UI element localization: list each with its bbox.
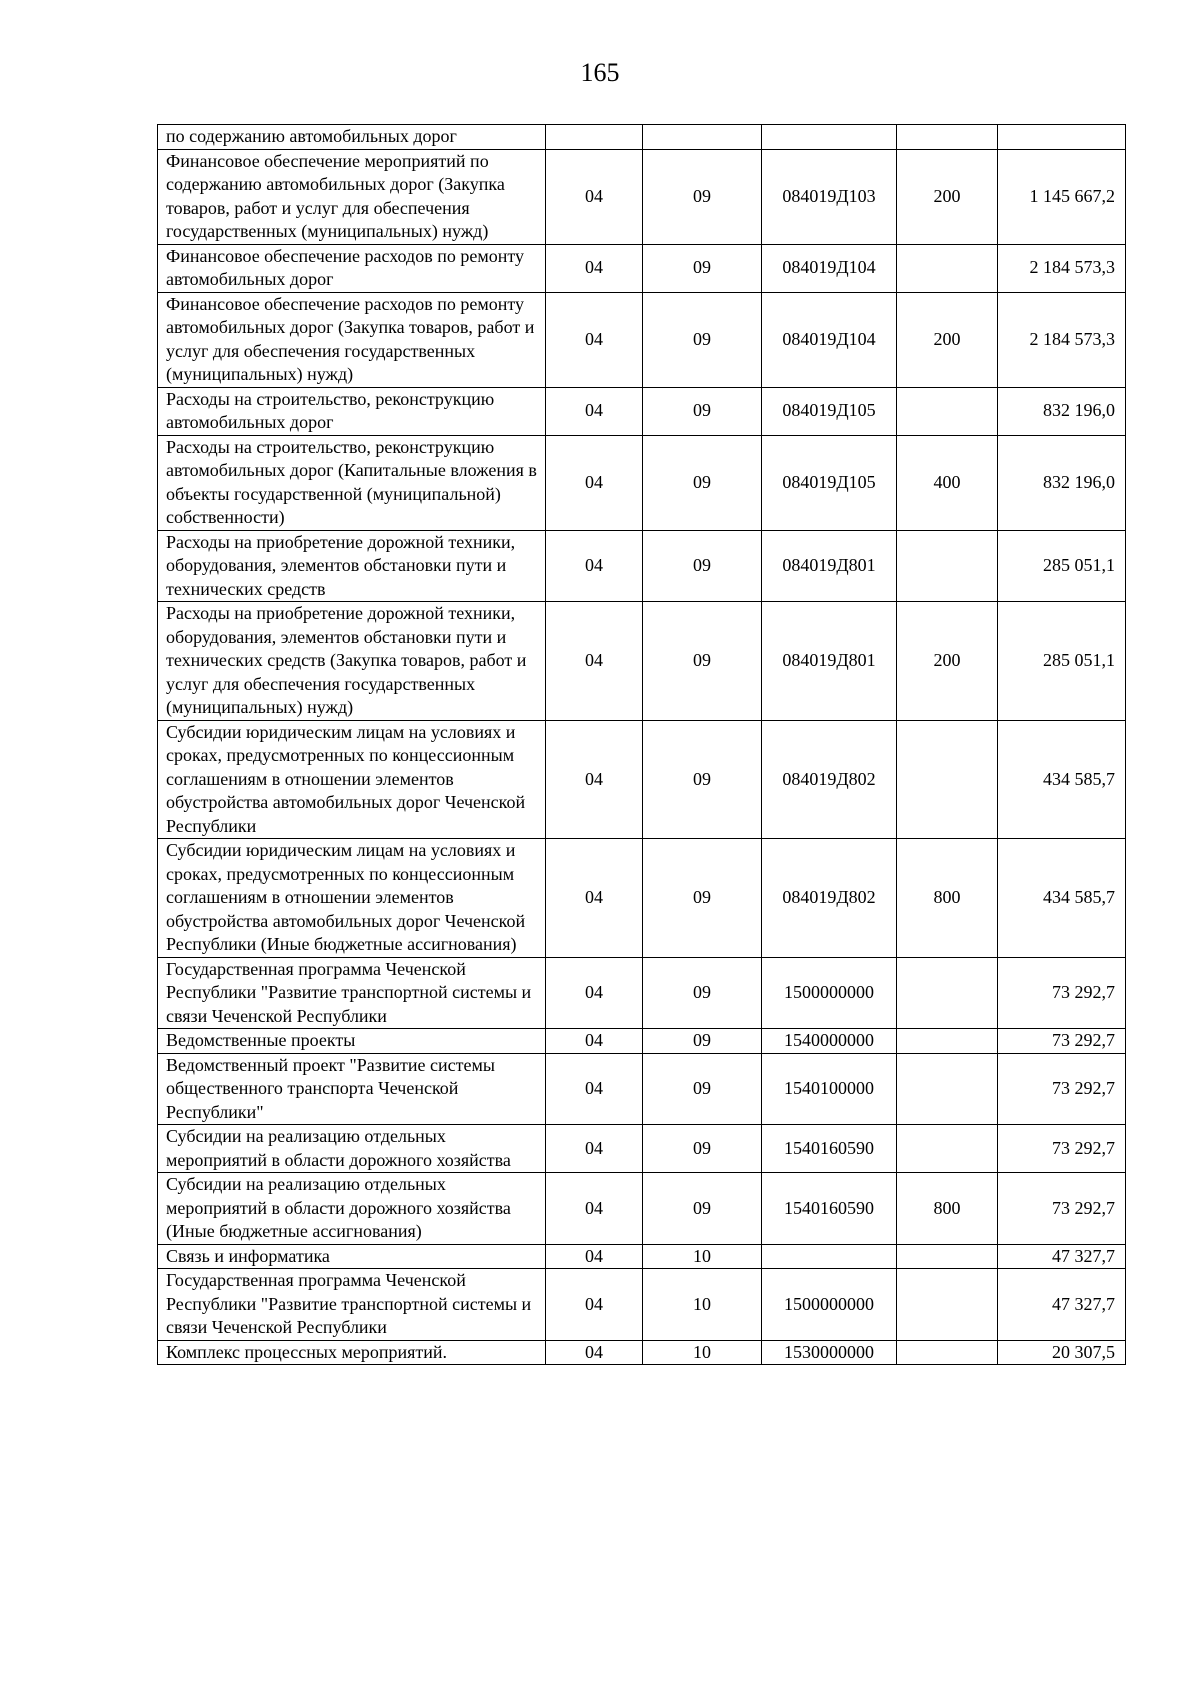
row-name-cell: Расходы на приобретение дорожной техники, оборудования, элементов обстановки пути и технических средств — [158, 530, 546, 602]
row-subsection-cell: 09 — [643, 244, 762, 292]
row-expense-type-cell: 800 — [897, 839, 998, 958]
row-name-cell: Финансовое обеспечение расходов по ремонту автомобильных дорог (Закупка товаров, работ и услуг для обеспечения государственных (муниципальных) нужд) — [158, 292, 546, 387]
row-subsection-cell: 09 — [643, 839, 762, 958]
table-row — [158, 292, 1126, 387]
row-target-article-cell: 1540160590 — [762, 1173, 897, 1245]
row-target-article-cell: 1500000000 — [762, 957, 897, 1029]
row-expense-type-cell — [897, 1029, 998, 1054]
row-subsection-cell: 09 — [643, 602, 762, 721]
row-amount-cell: 1 145 667,2 — [998, 149, 1126, 244]
row-target-article-cell — [762, 125, 897, 150]
row-target-article-cell: 084019Д104 — [762, 292, 897, 387]
row-section-cell: 04 — [546, 530, 643, 602]
row-amount-cell: 73 292,7 — [998, 957, 1126, 1029]
row-section-cell — [546, 125, 643, 150]
row-name-cell: Субсидии юридическим лицам на условиях и сроках, предусмотренных по концессионным соглашениям в отношении элементов обустройства автомобильных дорог Чеченской Республики — [158, 720, 546, 839]
row-subsection-cell: 09 — [643, 292, 762, 387]
row-section-cell: 04 — [546, 1053, 643, 1125]
table-row — [158, 149, 1126, 244]
row-target-article-cell: 1540100000 — [762, 1053, 897, 1125]
row-amount-cell: 73 292,7 — [998, 1053, 1126, 1125]
row-section-cell: 04 — [546, 1244, 643, 1269]
row-section-cell: 04 — [546, 387, 643, 435]
table-row — [158, 1269, 1126, 1341]
row-section-cell: 04 — [546, 1269, 643, 1341]
row-name-cell: Субсидии на реализацию отдельных мероприятий в области дорожного хозяйства — [158, 1125, 546, 1173]
row-name-cell: по содержанию автомобильных дорог — [158, 125, 546, 150]
row-target-article-cell: 084019Д802 — [762, 720, 897, 839]
row-target-article-cell: 084019Д801 — [762, 530, 897, 602]
row-expense-type-cell — [897, 1269, 998, 1341]
row-subsection-cell: 09 — [643, 957, 762, 1029]
row-name-cell: Финансовое обеспечение мероприятий по содержанию автомобильных дорог (Закупка товаров, работ и услуг для обеспечения государственных (муниципальных) нужд) — [158, 149, 546, 244]
row-expense-type-cell — [897, 530, 998, 602]
row-section-cell: 04 — [546, 720, 643, 839]
table-row — [158, 1053, 1126, 1125]
row-amount-cell: 73 292,7 — [998, 1029, 1126, 1054]
table-row — [158, 1340, 1126, 1365]
row-section-cell: 04 — [546, 602, 643, 721]
row-expense-type-cell — [897, 1244, 998, 1269]
row-expense-type-cell — [897, 957, 998, 1029]
table-row — [158, 1173, 1126, 1245]
row-amount-cell — [998, 125, 1126, 150]
row-section-cell: 04 — [546, 1029, 643, 1054]
row-name-cell: Связь и информатика — [158, 1244, 546, 1269]
row-name-cell: Ведомственные проекты — [158, 1029, 546, 1054]
row-target-article-cell: 1500000000 — [762, 1269, 897, 1341]
table-row — [158, 387, 1126, 435]
table-row — [158, 244, 1126, 292]
row-expense-type-cell — [897, 1053, 998, 1125]
table-row — [158, 1125, 1126, 1173]
table-row — [158, 602, 1126, 721]
row-section-cell: 04 — [546, 244, 643, 292]
row-amount-cell: 285 051,1 — [998, 530, 1126, 602]
row-target-article-cell: 084019Д104 — [762, 244, 897, 292]
row-name-cell: Государственная программа Чеченской Республики "Развитие транспортной системы и связи Чеченской Республики — [158, 957, 546, 1029]
row-amount-cell: 832 196,0 — [998, 387, 1126, 435]
row-target-article-cell: 084019Д103 — [762, 149, 897, 244]
row-subsection-cell: 09 — [643, 1053, 762, 1125]
row-amount-cell: 434 585,7 — [998, 720, 1126, 839]
row-amount-cell: 832 196,0 — [998, 435, 1126, 530]
row-subsection-cell: 09 — [643, 387, 762, 435]
budget-table-body — [158, 125, 1126, 1365]
row-amount-cell: 73 292,7 — [998, 1125, 1126, 1173]
row-amount-cell: 47 327,7 — [998, 1269, 1126, 1341]
table-row — [158, 530, 1126, 602]
row-amount-cell: 434 585,7 — [998, 839, 1126, 958]
row-amount-cell: 285 051,1 — [998, 602, 1126, 721]
row-section-cell: 04 — [546, 839, 643, 958]
row-expense-type-cell — [897, 1125, 998, 1173]
row-section-cell: 04 — [546, 292, 643, 387]
table-row — [158, 839, 1126, 958]
table-row — [158, 1244, 1126, 1269]
row-name-cell: Государственная программа Чеченской Республики "Развитие транспортной системы и связи Чеченской Республики — [158, 1269, 546, 1341]
row-expense-type-cell: 800 — [897, 1173, 998, 1245]
row-section-cell: 04 — [546, 149, 643, 244]
budget-table — [157, 124, 1126, 1365]
row-expense-type-cell: 200 — [897, 292, 998, 387]
row-subsection-cell: 09 — [643, 720, 762, 839]
row-target-article-cell: 084019Д802 — [762, 839, 897, 958]
table-row — [158, 435, 1126, 530]
row-target-article-cell: 1540160590 — [762, 1125, 897, 1173]
row-subsection-cell: 09 — [643, 149, 762, 244]
row-expense-type-cell — [897, 244, 998, 292]
row-subsection-cell: 10 — [643, 1340, 762, 1365]
row-expense-type-cell: 200 — [897, 602, 998, 721]
row-name-cell: Расходы на приобретение дорожной техники, оборудования, элементов обстановки пути и технических средств (Закупка товаров, работ и услуг для обеспечения государственных (муниципальных) нужд) — [158, 602, 546, 721]
row-expense-type-cell — [897, 720, 998, 839]
row-expense-type-cell: 200 — [897, 149, 998, 244]
page-number: 165 — [580, 58, 620, 87]
row-subsection-cell: 09 — [643, 435, 762, 530]
row-subsection-cell: 09 — [643, 1125, 762, 1173]
row-section-cell: 04 — [546, 1173, 643, 1245]
row-target-article-cell: 084019Д801 — [762, 602, 897, 721]
row-name-cell: Комплекс процессных мероприятий. — [158, 1340, 546, 1365]
row-target-article-cell: 084019Д105 — [762, 435, 897, 530]
row-expense-type-cell — [897, 387, 998, 435]
row-name-cell: Расходы на строительство, реконструкцию автомобильных дорог (Капитальные вложения в объекты государственной (муниципальной) собственности) — [158, 435, 546, 530]
row-section-cell: 04 — [546, 1340, 643, 1365]
row-expense-type-cell — [897, 1340, 998, 1365]
row-name-cell: Финансовое обеспечение расходов по ремонту автомобильных дорог — [158, 244, 546, 292]
row-target-article-cell: 084019Д105 — [762, 387, 897, 435]
row-expense-type-cell — [897, 125, 998, 150]
row-amount-cell: 20 307,5 — [998, 1340, 1126, 1365]
row-name-cell: Субсидии юридическим лицам на условиях и сроках, предусмотренных по концессионным соглашениям в отношении элементов обустройства автомобильных дорог Чеченской Республики (Иные бюджетные ассигнования) — [158, 839, 546, 958]
row-subsection-cell: 09 — [643, 1173, 762, 1245]
row-section-cell: 04 — [546, 957, 643, 1029]
row-subsection-cell: 10 — [643, 1269, 762, 1341]
row-name-cell: Субсидии на реализацию отдельных мероприятий в области дорожного хозяйства (Иные бюджетные ассигнования) — [158, 1173, 546, 1245]
table-row — [158, 125, 1126, 150]
row-target-article-cell — [762, 1244, 897, 1269]
table-row — [158, 1029, 1126, 1054]
row-section-cell: 04 — [546, 1125, 643, 1173]
table-row — [158, 957, 1126, 1029]
row-target-article-cell: 1540000000 — [762, 1029, 897, 1054]
row-subsection-cell — [643, 125, 762, 150]
row-subsection-cell: 09 — [643, 1029, 762, 1054]
row-section-cell: 04 — [546, 435, 643, 530]
row-subsection-cell: 10 — [643, 1244, 762, 1269]
row-subsection-cell: 09 — [643, 530, 762, 602]
row-target-article-cell: 1530000000 — [762, 1340, 897, 1365]
row-name-cell: Расходы на строительство, реконструкцию автомобильных дорог — [158, 387, 546, 435]
row-amount-cell: 2 184 573,3 — [998, 244, 1126, 292]
row-amount-cell: 47 327,7 — [998, 1244, 1126, 1269]
table-row — [158, 720, 1126, 839]
row-expense-type-cell: 400 — [897, 435, 998, 530]
row-amount-cell: 2 184 573,3 — [998, 292, 1126, 387]
row-amount-cell: 73 292,7 — [998, 1173, 1126, 1245]
row-name-cell: Ведомственный проект "Развитие системы общественного транспорта Чеченской Республики" — [158, 1053, 546, 1125]
